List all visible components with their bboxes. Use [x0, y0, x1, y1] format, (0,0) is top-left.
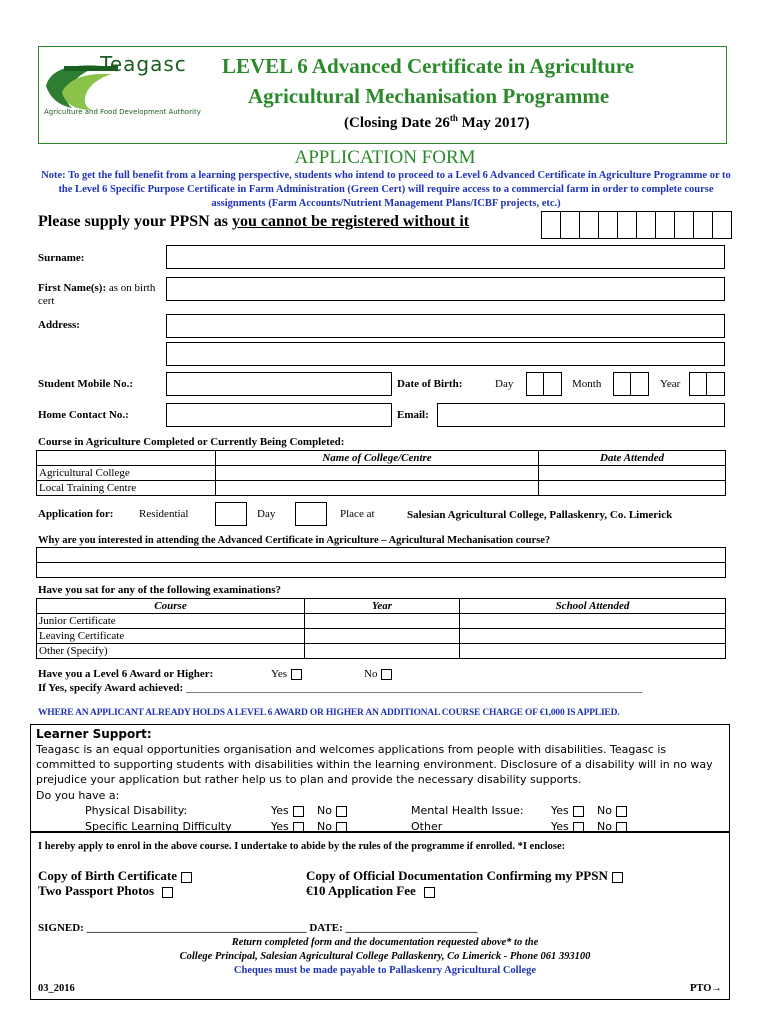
- physical-yes-option[interactable]: [271, 804, 304, 817]
- title-line-2: Agricultural Mechanisation Programme: [248, 84, 610, 108]
- ppsn-digit-box[interactable]: [693, 211, 712, 239]
- course-row-name-cell[interactable]: [216, 466, 539, 481]
- award-yes-option[interactable]: [271, 668, 302, 680]
- exams-row-school-cell[interactable]: [460, 644, 726, 659]
- logo-tagline: Agriculture and Food Development Authority: [44, 108, 201, 116]
- fee-option[interactable]: [306, 883, 435, 899]
- ppsn-digit-box[interactable]: [560, 211, 579, 239]
- why-answer-line-1[interactable]: [36, 547, 726, 563]
- birth-cert-label: Copy of Birth Certificate: [38, 868, 177, 883]
- day-option-checkbox[interactable]: [295, 502, 327, 526]
- other-no-label: No: [597, 820, 612, 832]
- address-field-line-1[interactable]: [166, 314, 725, 338]
- address-field-line-2[interactable]: [166, 342, 725, 366]
- learner-support-heading: Learner Support:: [36, 727, 152, 741]
- exams-row-label: Junior Certificate: [37, 614, 305, 629]
- course-header-blank: [37, 451, 216, 466]
- exams-row-label: Leaving Certificate: [37, 629, 305, 644]
- fee-checkbox[interactable]: [424, 887, 435, 898]
- birth-cert-checkbox[interactable]: [181, 872, 192, 883]
- first-name-label-text: First Name(s):: [38, 282, 107, 294]
- day-option-label: Day: [257, 508, 276, 520]
- award-yes-checkbox[interactable]: [291, 669, 302, 680]
- exams-heading: Have you sat for any of the following examinations?: [38, 584, 282, 596]
- application-for-label: Application for:: [38, 508, 114, 520]
- residential-checkbox[interactable]: [215, 502, 247, 526]
- passport-checkbox[interactable]: [162, 887, 173, 898]
- logo-word: Teagasc: [100, 52, 187, 76]
- email-field[interactable]: [437, 403, 725, 427]
- exams-row-school-cell[interactable]: [460, 614, 726, 629]
- passport-option[interactable]: [38, 883, 173, 899]
- award-question: Have you a Level 6 Award or Higher:: [38, 668, 214, 680]
- exams-row-year-cell[interactable]: [305, 644, 460, 659]
- award-specify-line[interactable]: ___________________________________________________________________________________: [185, 682, 643, 694]
- ppsn-digit-box[interactable]: [655, 211, 674, 239]
- exams-row-year-cell[interactable]: [305, 614, 460, 629]
- email-label: Email:: [397, 409, 429, 421]
- return-line-2: College Principal, Salesian Agricultural College Pallaskenry, Co Limerick - Phone 061 393100: [179, 951, 591, 962]
- ppsn-digit-box[interactable]: [712, 211, 732, 239]
- place-at-label: Place at: [340, 508, 375, 520]
- home-contact-field[interactable]: [166, 403, 392, 427]
- course-row-date-cell[interactable]: [539, 466, 726, 481]
- why-question: Why are you interested in attending the Advanced Certificate in Agriculture – Agricultural Mechanisation course?: [38, 535, 551, 546]
- date-field[interactable]: DATE: ________________________: [306, 922, 478, 934]
- other-yes-option[interactable]: [551, 820, 584, 832]
- cheques-note: Cheques must be made payable to Pallaskenry Agricultural College: [233, 965, 537, 976]
- dob-label: Date of Birth:: [397, 378, 463, 390]
- award-warning: WHERE AN APPLICANT ALREADY HOLDS A LEVEL 6 AWARD OR HIGHER AN ADDITIONAL COURSE CHARGE OF €1,000 IS APPLIED.: [38, 708, 620, 718]
- place-value: Salesian Agricultural College, Pallaskenry, Co. Limerick: [407, 509, 673, 521]
- specific-no-option[interactable]: [317, 820, 347, 832]
- exams-table: [36, 598, 726, 659]
- passport-label: Two Passport Photos: [38, 883, 155, 898]
- other-no-option[interactable]: [597, 820, 627, 832]
- first-name-label: [38, 282, 158, 308]
- course-row-label: Agricultural College: [37, 466, 216, 481]
- exams-col-year: Year: [305, 599, 460, 614]
- award-no-checkbox[interactable]: [381, 669, 392, 680]
- mobile-label: Student Mobile No.:: [38, 378, 134, 390]
- do-you-have: Do you have a:: [36, 789, 120, 802]
- other-label: Other: [411, 820, 443, 832]
- course-row-name-cell[interactable]: [216, 481, 539, 496]
- closing-date-sup: th: [449, 113, 458, 123]
- return-line-1: Return completed form and the documentation requested above* to the: [231, 937, 539, 948]
- ppsn-doc-option[interactable]: [306, 868, 623, 884]
- ppsn-doc-label: Copy of Official Documentation Confirming my PPSN: [306, 868, 608, 883]
- ppsn-prompt-pre: Please supply your PPSN as: [38, 213, 232, 230]
- exams-row-school-cell[interactable]: [460, 629, 726, 644]
- residential-label: Residential: [139, 508, 189, 520]
- award-no-option[interactable]: [364, 668, 392, 680]
- enrol-statement: I hereby apply to enrol in the above course. I undertake to abide by the rules of the programme if enrolled. *I enclose:: [38, 841, 566, 852]
- course-row-label: Local Training Centre: [37, 481, 216, 496]
- surname-label: Surname:: [38, 252, 85, 264]
- physical-no-label: No: [317, 804, 332, 817]
- dob-month-label: Month: [572, 378, 602, 390]
- mental-no-label: No: [597, 804, 612, 817]
- home-contact-label: Home Contact No.:: [38, 409, 129, 421]
- ppsn-prompt: [38, 213, 469, 231]
- course-heading: Course in Agriculture Completed or Currently Being Completed:: [38, 436, 345, 448]
- first-name-suffix: as on birth cert: [38, 282, 156, 307]
- mental-no-checkbox[interactable]: [616, 806, 627, 817]
- address-label: Address:: [38, 319, 80, 331]
- exams-col-course: Course: [37, 599, 305, 614]
- ppsn-boxes: [541, 211, 732, 239]
- course-col-date: Date Attended: [539, 451, 726, 466]
- mental-health-label: Mental Health Issue:: [411, 804, 524, 817]
- specific-yes-checkbox[interactable]: [293, 822, 304, 833]
- ppsn-prompt-underlined: you cannot be registered without it: [231, 213, 470, 230]
- specific-no-checkbox[interactable]: [336, 822, 347, 833]
- dob-day-label: Day: [495, 378, 514, 390]
- award-specify-label: If Yes, specify Award achieved:: [38, 682, 184, 694]
- note-text: Note: To get the full benefit from a learning perspective, students who intend to proceed to a Level 6 Advanced Certificate in Agriculture Programme or to the Level 6 Specific Purpose Certificate in Farm Administration (Green Cert) will require access to a commercial farm in order to complete course assignments (Farm Accounts/Nutrient Management Plans/ICBF projects, etc.): [41, 170, 731, 209]
- dob-year-label: Year: [660, 378, 681, 390]
- physical-no-checkbox[interactable]: [336, 806, 347, 817]
- exams-row-label: Other (Specify): [37, 644, 305, 659]
- learner-support-box: [30, 724, 730, 832]
- signed-field[interactable]: SIGNED: ________________________________________: [38, 922, 307, 934]
- pto-label: PTO→: [690, 983, 722, 994]
- course-table: [36, 450, 726, 496]
- why-answer-line-2[interactable]: [36, 562, 726, 578]
- physical-yes-label: Yes: [271, 804, 289, 817]
- dob-month-box-2[interactable]: [630, 372, 649, 396]
- physical-disability-label: Physical Disability:: [85, 804, 188, 817]
- exams-col-school: School Attended: [460, 599, 726, 614]
- award-yes-label: Yes: [271, 668, 288, 680]
- other-yes-checkbox[interactable]: [573, 822, 584, 833]
- title-line-1: LEVEL 6 Advanced Certificate in Agriculture: [222, 54, 635, 78]
- ppsn-doc-checkbox[interactable]: [612, 872, 623, 883]
- other-yes-label: Yes: [551, 820, 569, 832]
- closing-date-post: May 2017): [457, 115, 530, 131]
- mental-yes-checkbox[interactable]: [573, 806, 584, 817]
- award-specify: [38, 682, 728, 694]
- birth-cert-option[interactable]: [38, 868, 192, 884]
- form-code: 03_2016: [38, 983, 75, 994]
- ppsn-digit-box[interactable]: [541, 211, 560, 239]
- mental-yes-label: Yes: [551, 804, 569, 817]
- form-title: APPLICATION FORM: [294, 147, 476, 168]
- ppsn-digit-box[interactable]: [617, 211, 636, 239]
- exams-row-year-cell[interactable]: [305, 629, 460, 644]
- mobile-field[interactable]: [166, 372, 392, 396]
- fee-label: €10 Application Fee: [306, 883, 416, 898]
- course-row-date-cell[interactable]: [539, 481, 726, 496]
- mental-yes-option[interactable]: [551, 804, 584, 817]
- surname-field[interactable]: [166, 245, 725, 269]
- specific-yes-option[interactable]: [271, 820, 304, 832]
- closing-date-pre: (Closing Date 26: [344, 115, 450, 131]
- ppsn-digit-box[interactable]: [674, 211, 693, 239]
- mental-no-option[interactable]: [597, 804, 627, 817]
- signature-line[interactable]: [38, 922, 478, 934]
- specific-learning-label: Specific Learning Difficulty: [85, 820, 232, 832]
- ppsn-digit-box[interactable]: [636, 211, 655, 239]
- physical-no-option[interactable]: [317, 804, 347, 817]
- specific-yes-label: Yes: [271, 820, 289, 832]
- ppsn-digit-box[interactable]: [598, 211, 617, 239]
- dob-year-box-2[interactable]: [706, 372, 725, 396]
- dob-day-box-2[interactable]: [543, 372, 562, 396]
- first-name-field[interactable]: [166, 277, 725, 301]
- ppsn-digit-box[interactable]: [579, 211, 598, 239]
- other-no-checkbox[interactable]: [616, 822, 627, 833]
- award-no-label: No: [364, 668, 378, 680]
- learner-support-body: Teagasc is an equal opportunities organisation and welcomes applications from people with disabilities. Teagasc is committed to supporting students with disabilities within the learning environment. Disclosure of a disability will in no way prejudice your application but rather help us to plan and provide the necessary disability supports.: [36, 743, 713, 786]
- physical-yes-checkbox[interactable]: [293, 806, 304, 817]
- closing-date: [344, 113, 530, 132]
- specific-no-label: No: [317, 820, 332, 832]
- course-col-name: Name of College/Centre: [216, 451, 539, 466]
